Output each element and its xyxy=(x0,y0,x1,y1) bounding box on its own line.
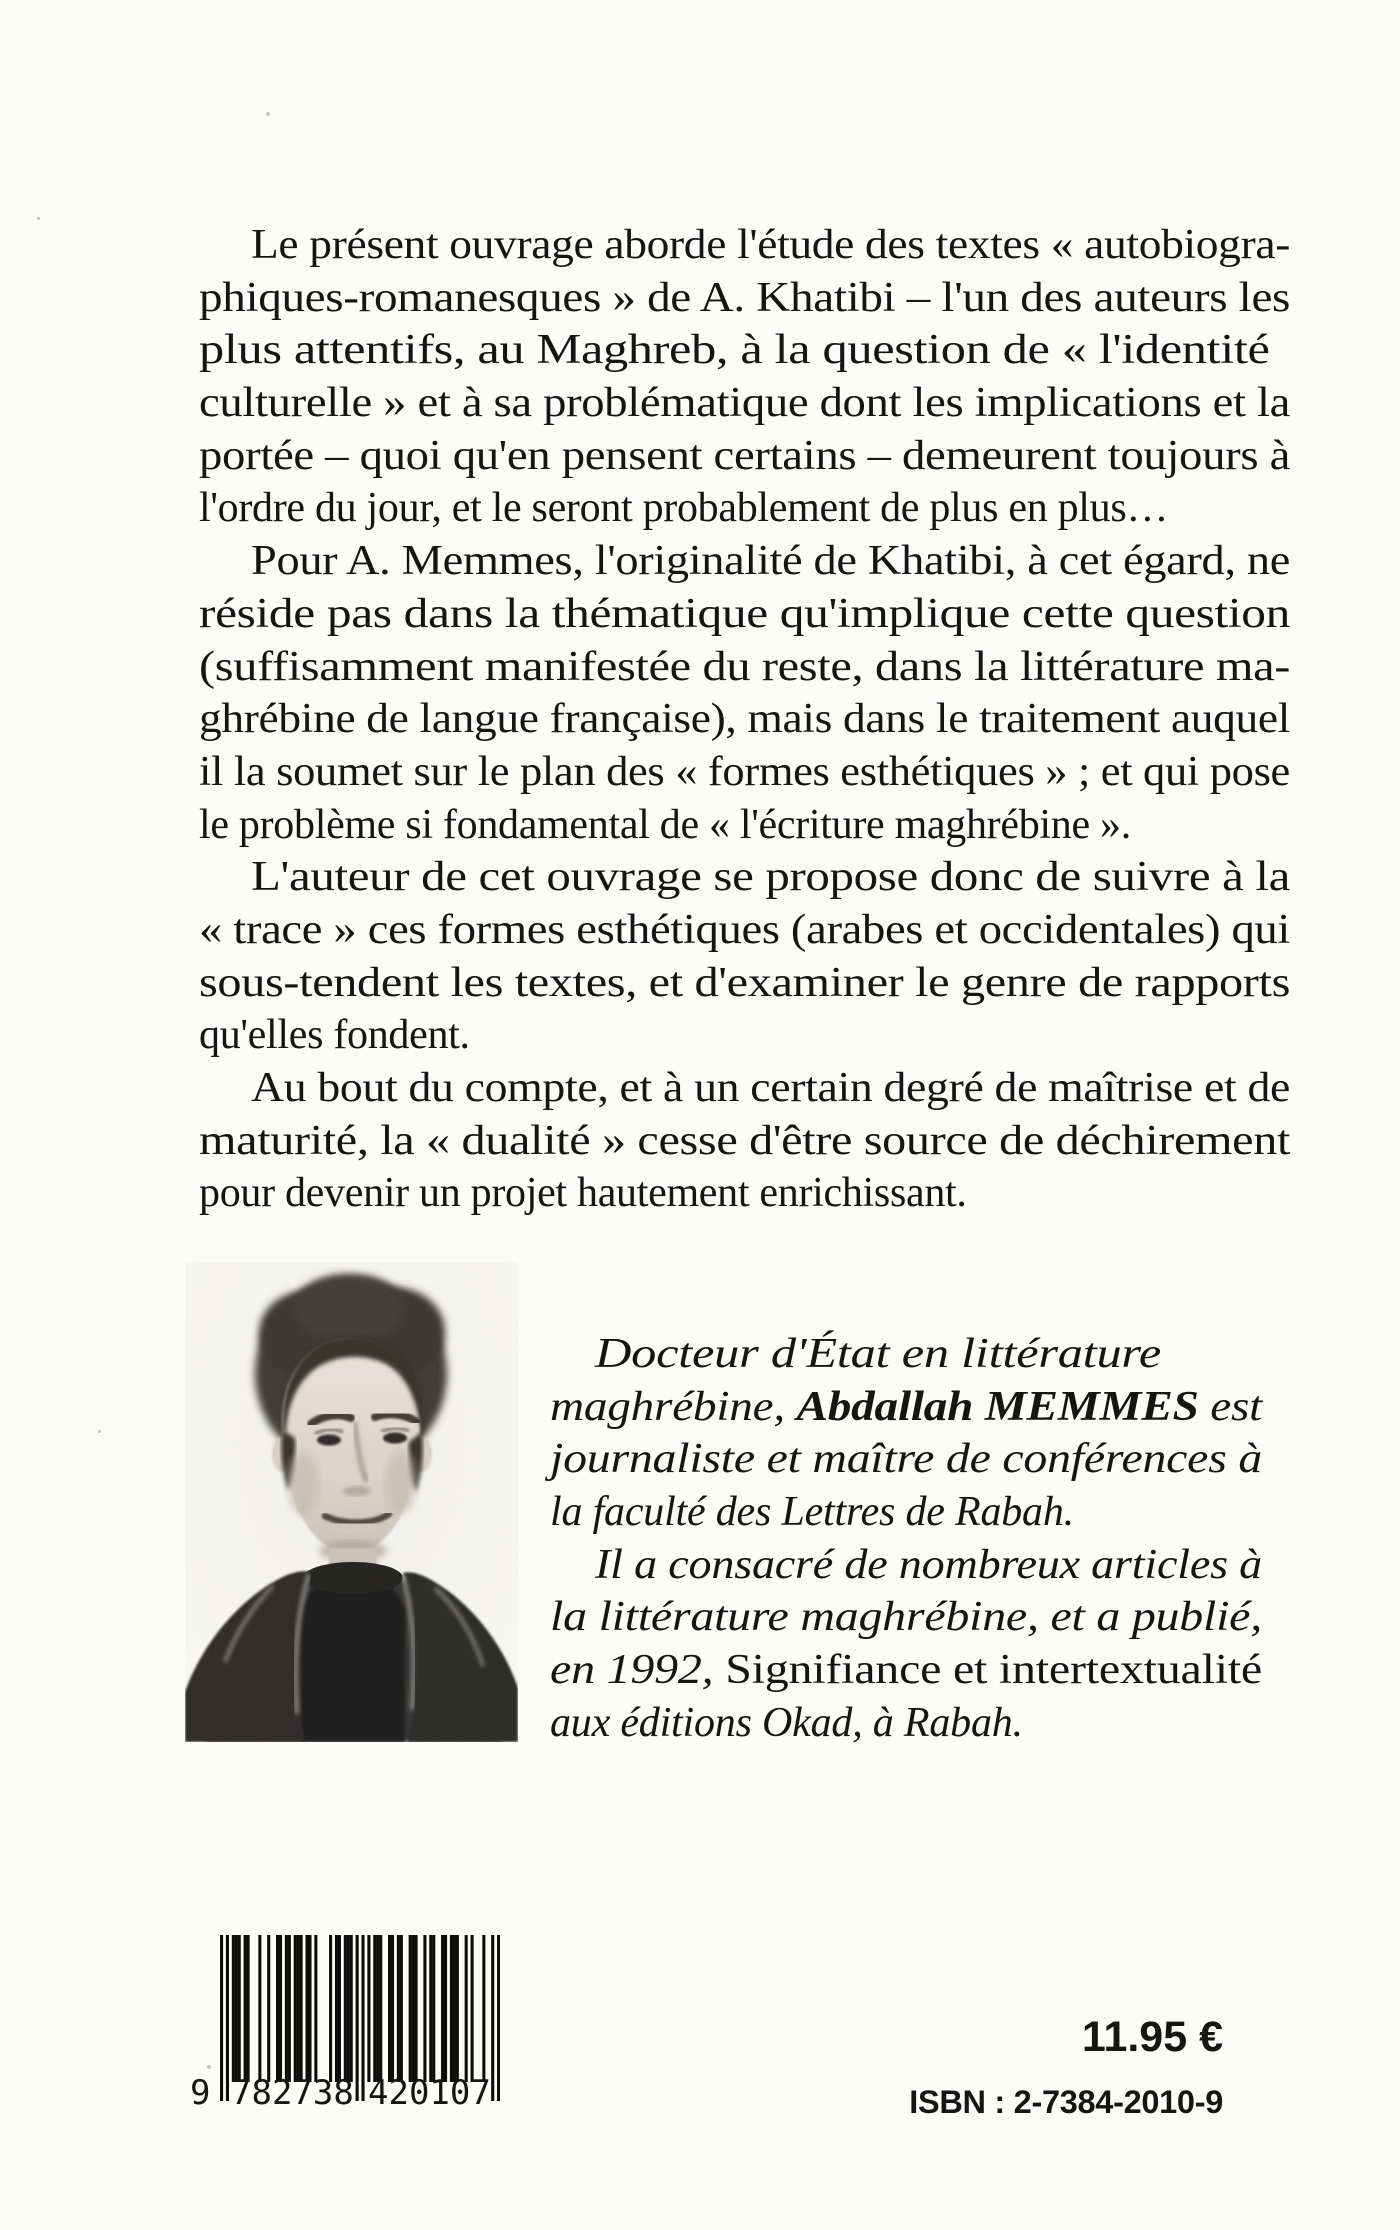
text-segment: (suffisamment manifestée du reste, dans la littérature ma- xyxy=(199,643,1291,690)
synopsis-line xyxy=(199,904,1290,957)
synopsis-line xyxy=(199,430,1290,483)
barcode-digit-prefix: 9 xyxy=(190,2073,211,2113)
bio-line xyxy=(550,1328,1262,1381)
barcode-bar xyxy=(297,1935,300,2082)
barcode-bar xyxy=(388,1935,391,2082)
scan-speck xyxy=(207,2065,211,2069)
barcode-bar xyxy=(314,1935,317,2082)
bio-line xyxy=(550,1433,1262,1486)
text-segment: il la soumet sur le plan des « formes esthétiques » ; et qui pose xyxy=(199,748,1290,795)
bio-line xyxy=(550,1539,1262,1592)
barcode-bar xyxy=(409,1935,412,2082)
synopsis-line xyxy=(199,746,1290,799)
text-segment: le problème si fondamental de « l'écriture maghrébine ». xyxy=(199,801,1131,848)
bio-line xyxy=(550,1644,1262,1697)
barcode-bar xyxy=(356,1935,359,2101)
author-photo-image xyxy=(185,1262,518,1742)
text-segment: Au bout du compte, et à un certain degré de maîtrise et de xyxy=(251,1065,1290,1111)
barcode-bar xyxy=(482,1935,485,2082)
author-bio xyxy=(550,1328,1262,1750)
barcode-bar xyxy=(444,1935,447,2082)
barcode-bar xyxy=(465,1935,468,2082)
synopsis-line xyxy=(199,641,1290,694)
barcode-bar xyxy=(276,1935,279,2082)
author-photo xyxy=(185,1262,518,1742)
barcode-bar xyxy=(247,1935,250,2082)
barcode-bar xyxy=(244,1935,247,2082)
barcode-bar xyxy=(415,1935,418,2082)
barcode-bar xyxy=(400,1935,403,2082)
barcode-bar xyxy=(429,1935,432,2082)
text-segment: qu'elles fondent. xyxy=(199,1012,470,1059)
bio-line xyxy=(550,1381,1262,1434)
text-segment: Docteur d'État en littérature xyxy=(595,1331,1162,1377)
barcode-bar xyxy=(432,1935,435,2082)
barcode-bar xyxy=(267,1935,270,2082)
barcode-bar xyxy=(235,1935,238,2082)
synopsis-line xyxy=(199,957,1290,1010)
text-segment: Abdallah MEMMES xyxy=(796,1383,1199,1430)
text-segment: journaliste et maître de conférences à xyxy=(550,1436,1263,1483)
text-segment: portée – quoi qu'en pensent certains – demeurent toujours à xyxy=(199,432,1291,479)
barcode-bar xyxy=(423,1935,426,2082)
text-segment: la littérature maghrébine, et a publié, xyxy=(550,1594,1262,1641)
synopsis-line xyxy=(199,1009,1290,1062)
scan-speck xyxy=(98,1430,101,1433)
barcode-bar xyxy=(329,1935,332,2082)
barcode-bar xyxy=(453,1935,456,2082)
barcode-bar xyxy=(344,1935,347,2082)
text-segment: pour devenir un projet hautement enrichissant. xyxy=(199,1170,967,1217)
text-segment: ghrébine de langue française), mais dans le traitement auquel xyxy=(199,696,1291,743)
barcode-bar xyxy=(294,1935,297,2082)
barcode-bar xyxy=(335,1935,338,2082)
bio-line xyxy=(550,1591,1262,1644)
synopsis-line xyxy=(199,851,1290,904)
text-segment: est xyxy=(1198,1383,1263,1430)
text-segment: L'auteur de cet ouvrage se propose donc de suivre à la xyxy=(251,854,1290,901)
barcode-bar xyxy=(412,1935,415,2082)
text-segment: Signifiance et intertextualité xyxy=(725,1647,1262,1694)
text-segment: réside pas dans la thématique qu'implique cette question xyxy=(199,590,1291,637)
barcode-bar xyxy=(471,1935,474,2082)
synopsis-line xyxy=(199,799,1290,852)
barcode-bar xyxy=(288,1935,291,2082)
synopsis-line xyxy=(199,1062,1290,1115)
synopsis-line xyxy=(199,272,1290,325)
barcode-bar xyxy=(347,1935,350,2082)
synopsis-line xyxy=(199,588,1290,641)
barcode-bar xyxy=(379,1935,382,2082)
text-segment: plus attentifs, au Maghreb, à la question de « l'identité xyxy=(199,327,1270,374)
synopsis-line xyxy=(199,1167,1290,1220)
synopsis-line xyxy=(199,535,1290,588)
text-segment: maturité, la « dualité » cesse d'être source de déchirement xyxy=(199,1117,1291,1164)
text-segment: aux éditions Okad, à Rabah. xyxy=(550,1699,1023,1746)
barcode-bar xyxy=(285,1935,288,2082)
text-segment: « trace » ces formes esthétiques (arabes et occidentales) qui xyxy=(199,906,1291,953)
barcode-bar xyxy=(308,1935,311,2082)
barcode-bar xyxy=(350,1935,353,2082)
text-segment: maghrébine, xyxy=(550,1383,797,1430)
barcode-bar xyxy=(226,1935,229,2101)
barcode-bar xyxy=(338,1935,341,2082)
synopsis xyxy=(199,219,1290,1220)
barcode-bar xyxy=(456,1935,459,2082)
barcode-digits-right: 420107 xyxy=(368,2073,491,2113)
barcode-bar xyxy=(238,1935,241,2082)
text-segment: la faculté des Lettres de Rabah. xyxy=(550,1489,1074,1536)
text-segment: Pour A. Memmes, l'originalité de Khatibi, à cet égard, ne xyxy=(251,538,1291,585)
barcode-bar xyxy=(279,1935,282,2082)
text-segment: l'ordre du jour, et le seront probablement de plus en plus… xyxy=(199,485,1169,532)
barcode-bar xyxy=(232,1935,235,2082)
barcode-bar xyxy=(300,1935,303,2082)
barcode-bar xyxy=(441,1935,444,2082)
text-segment: en 1992, xyxy=(550,1647,726,1694)
bio-line xyxy=(550,1697,1262,1750)
barcode-bar xyxy=(497,1935,500,2101)
barcode-bar xyxy=(397,1935,400,2082)
photo-grain xyxy=(185,1262,518,1742)
barcode-digits-left: 782738 xyxy=(231,2073,354,2113)
isbn-text: ISBN : 2-7384-2010-9 xyxy=(909,2084,1223,2120)
scan-speck xyxy=(37,217,40,220)
barcode-bar xyxy=(391,1935,394,2082)
text-segment: culturelle » et à sa problématique dont les implications et la xyxy=(199,380,1291,427)
synopsis-line xyxy=(199,693,1290,746)
text-segment: Il a consacré de nombreux articles à xyxy=(595,1541,1263,1588)
price-text: 11.95 € xyxy=(1081,2013,1223,2061)
barcode-bar xyxy=(367,1935,370,2082)
barcode-bar xyxy=(373,1935,376,2082)
synopsis-line xyxy=(199,1115,1290,1168)
synopsis-line xyxy=(199,377,1290,430)
barcode-bar xyxy=(491,1935,494,2101)
synopsis-line xyxy=(199,219,1290,272)
barcode-bar xyxy=(305,1935,308,2082)
barcode-bar xyxy=(220,1935,223,2101)
bio-line xyxy=(550,1486,1262,1539)
barcode-bar xyxy=(258,1935,261,2082)
barcode-bar xyxy=(450,1935,453,2082)
text-segment: phiques-romanesques » de A. Khatibi – l'un des auteurs les xyxy=(199,274,1291,321)
barcode-bar xyxy=(376,1935,379,2082)
synopsis-line xyxy=(199,324,1290,377)
text-segment: sous-tendent les textes, et d'examiner le genre de rapports xyxy=(199,959,1291,1006)
scan-speck xyxy=(266,112,270,116)
synopsis-line xyxy=(199,482,1290,535)
barcode-bar xyxy=(361,1935,364,2101)
text-segment: Le présent ouvrage aborde l'étude des textes « autobiogra- xyxy=(251,222,1291,268)
